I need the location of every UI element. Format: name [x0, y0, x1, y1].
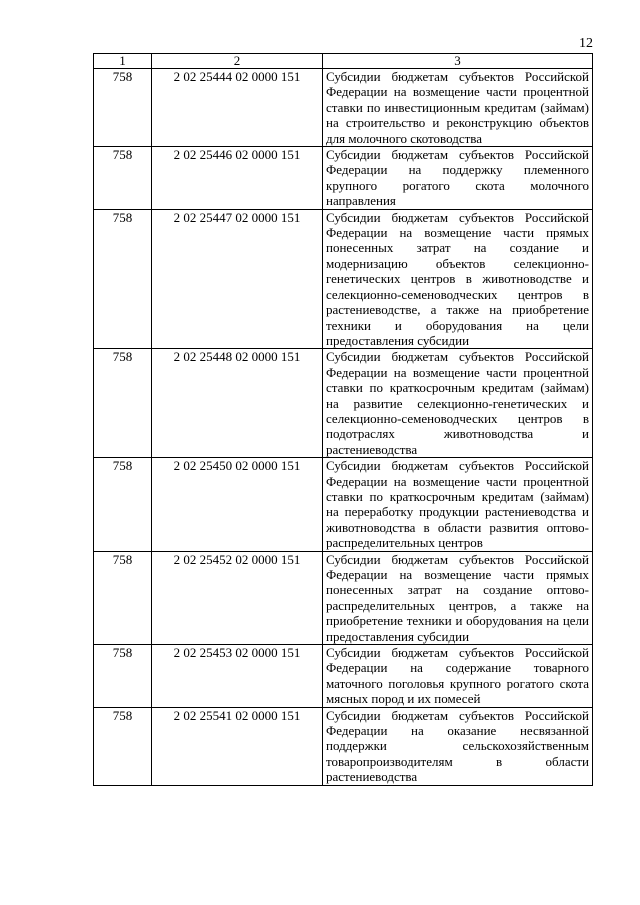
- table-row: [94, 458, 593, 551]
- admin-code-cell: 758: [94, 147, 152, 210]
- table-row: [94, 551, 593, 644]
- admin-code-cell: 758: [94, 645, 152, 708]
- table-body: [94, 69, 593, 786]
- table-row: [94, 69, 593, 147]
- revenue-name-cell: Субсидии бюджетам субъектов Российской Федерации на возмещение части прямых понесенных затрат на создание и модернизацию объектов селекционно-генетических центров в животноводстве и селекционно-семеноводческих центров в растениеводстве, а также на приобретение техники и оборудования на цели предоставления субсидии: [323, 209, 593, 349]
- admin-code-cell: 758: [94, 349, 152, 458]
- revenue-code-cell: 2 02 25446 02 0000 151: [152, 147, 323, 210]
- table-row: [94, 707, 593, 785]
- revenue-name-cell: Субсидии бюджетам субъектов Российской Федерации на возмещение части процентной ставки по краткосрочным кредитам (займам) на переработку продукции растениеводства и животноводства в области развития оптово-распределительных центров: [323, 458, 593, 551]
- budget-codes-table: [93, 53, 593, 786]
- revenue-code-cell: 2 02 25447 02 0000 151: [152, 209, 323, 349]
- table-row: [94, 645, 593, 708]
- revenue-name-cell: Субсидии бюджетам субъектов Российской Федерации на оказание несвязанной поддержки сельскохозяйственным товаропроизводителям в области растениеводства: [323, 707, 593, 785]
- admin-code-cell: 758: [94, 551, 152, 644]
- page-number: 12: [579, 36, 593, 51]
- header-row: [94, 54, 593, 69]
- header-col-2: 2: [152, 54, 323, 69]
- table-row: [94, 349, 593, 458]
- admin-code-cell: 758: [94, 209, 152, 349]
- revenue-name-cell: Субсидии бюджетам субъектов Российской Федерации на возмещение части процентной ставки по краткосрочным кредитам (займам) на развитие селекционно-генетических и селекционно-семеноводческих центров в подотраслях животноводства и растениеводства: [323, 349, 593, 458]
- table-row: [94, 147, 593, 210]
- revenue-code-cell: 2 02 25450 02 0000 151: [152, 458, 323, 551]
- revenue-name-cell: Субсидии бюджетам субъектов Российской Федерации на возмещение части процентной ставки по инвестиционным кредитам (займам) на строительство и реконструкцию объектов для молочного скотоводства: [323, 69, 593, 147]
- revenue-code-cell: 2 02 25444 02 0000 151: [152, 69, 323, 147]
- revenue-code-cell: 2 02 25453 02 0000 151: [152, 645, 323, 708]
- admin-code-cell: 758: [94, 69, 152, 147]
- admin-code-cell: 758: [94, 707, 152, 785]
- table-header: [94, 54, 593, 69]
- header-col-3: 3: [323, 54, 593, 69]
- revenue-name-cell: Субсидии бюджетам субъектов Российской Федерации на содержание товарного маточного поголовья крупного рогатого скота мясных пород и их помесей: [323, 645, 593, 708]
- revenue-name-cell: Субсидии бюджетам субъектов Российской Федерации на поддержку племенного крупного рогатого скота молочного направления: [323, 147, 593, 210]
- revenue-code-cell: 2 02 25448 02 0000 151: [152, 349, 323, 458]
- table-row: [94, 209, 593, 349]
- admin-code-cell: 758: [94, 458, 152, 551]
- revenue-code-cell: 2 02 25541 02 0000 151: [152, 707, 323, 785]
- revenue-code-cell: 2 02 25452 02 0000 151: [152, 551, 323, 644]
- header-col-1: 1: [94, 54, 152, 69]
- revenue-name-cell: Субсидии бюджетам субъектов Российской Федерации на возмещение части прямых понесенных затрат на создание оптово-распределительных центров, а также на приобретение техники и оборудования на цели предоставления субсидии: [323, 551, 593, 644]
